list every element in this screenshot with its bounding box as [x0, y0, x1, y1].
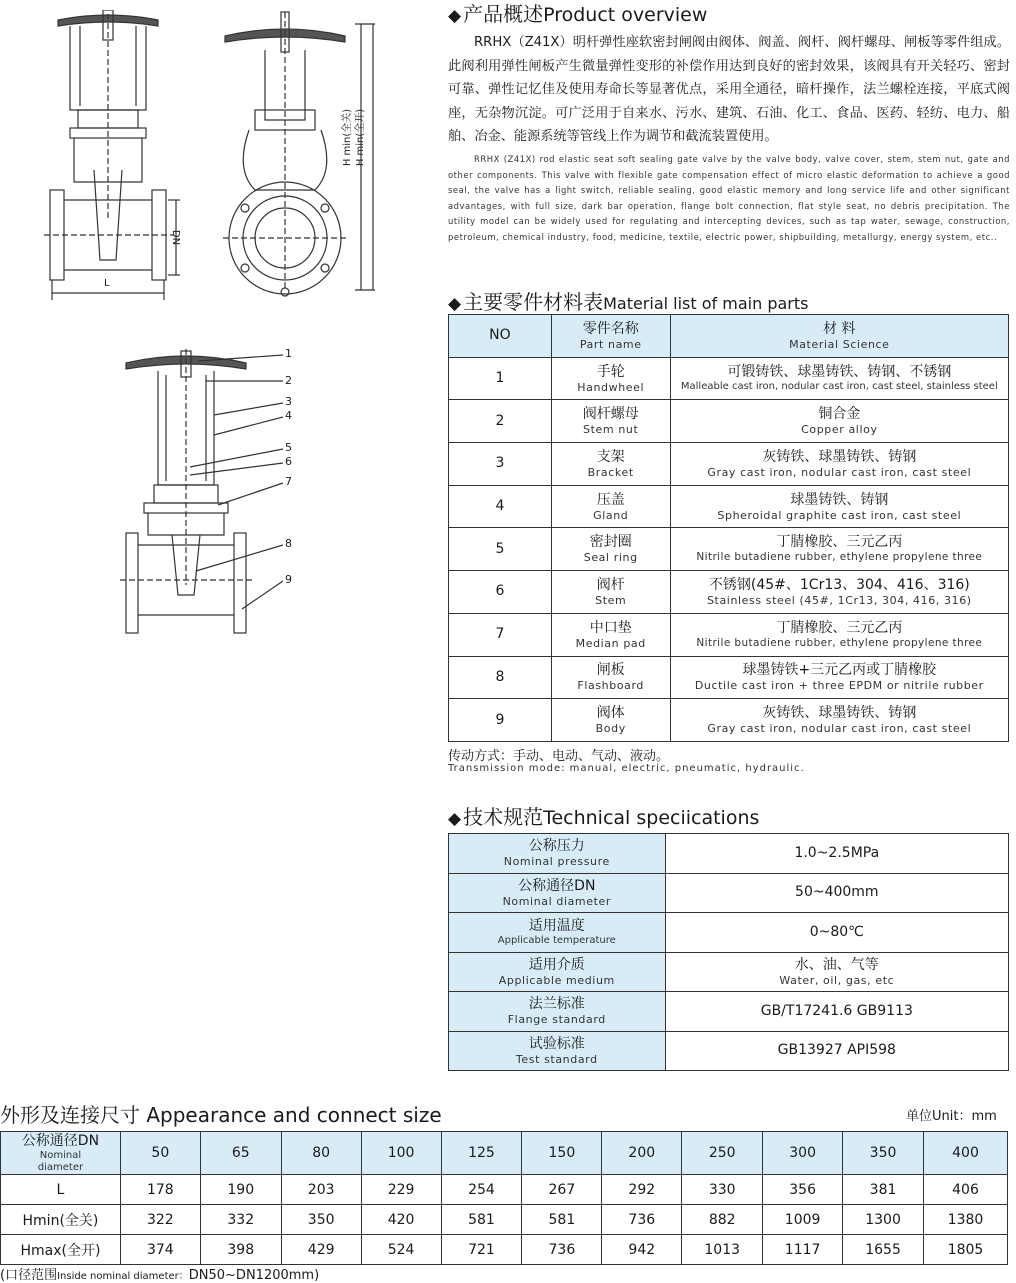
- dimensions-header-row: [1, 1132, 1008, 1175]
- dn-cell: 80: [281, 1132, 361, 1175]
- table-row: [1, 1205, 1008, 1235]
- value-cell: 721: [441, 1235, 522, 1265]
- row-part: 中口垫 Median pad: [551, 613, 670, 656]
- row-no: 5: [449, 528, 552, 571]
- parts-drawing: [118, 345, 298, 640]
- diameter-range-note: [0, 1264, 319, 1283]
- value-cell: 374: [120, 1235, 200, 1265]
- value-cell: 882: [682, 1205, 763, 1235]
- value-cell: 178: [120, 1175, 200, 1205]
- value-cell: 1380: [924, 1205, 1008, 1235]
- row-material: 球墨铸铁、铸钢 Spheroidal graphite cast iron, cast steel: [670, 485, 1008, 528]
- row-part: 阀杆螺母 Stem nut: [551, 400, 670, 443]
- technical-table: [448, 833, 1009, 1071]
- side-view-drawing: [215, 10, 385, 300]
- table-row: [449, 873, 1009, 913]
- value-cell: 330: [682, 1175, 763, 1205]
- spec-label: 适用介质 Applicable medium: [449, 952, 666, 992]
- row-material: 丁腈橡胶、三元乙丙 Nitrile butadiene rubber, ethylene propylene three: [670, 528, 1008, 571]
- front-view-drawing: [40, 10, 180, 300]
- value-cell: 398: [200, 1235, 281, 1265]
- callout-6: 6: [285, 455, 292, 468]
- table-row: [449, 992, 1009, 1032]
- callout-9: 9: [285, 573, 292, 586]
- row-material: 不锈钢(45#、1Cr13、304、416、316) Stainless steel (45#, 1Cr13, 304, 416, 316): [670, 571, 1008, 614]
- value-cell: 1117: [763, 1235, 843, 1265]
- dn-cell: 200: [602, 1132, 682, 1175]
- dn-cell: 400: [924, 1132, 1008, 1175]
- value-cell: 1300: [843, 1205, 924, 1235]
- dimensions-table: [0, 1131, 1008, 1265]
- spec-label: 公称压力 Nominal pressure: [449, 834, 666, 874]
- row-part: 密封圈 Seal ring: [551, 528, 670, 571]
- overview-title-en: Product overview: [543, 4, 708, 26]
- value-cell: 581: [522, 1205, 602, 1235]
- row-no: 4: [449, 485, 552, 528]
- table-row: [1, 1175, 1008, 1205]
- value-cell: 736: [522, 1235, 602, 1265]
- table-row: [449, 357, 1009, 400]
- dn-cell: 65: [200, 1132, 281, 1175]
- table-row: [449, 656, 1009, 699]
- row-no: 8: [449, 656, 552, 699]
- materials-header-row: [449, 315, 1009, 358]
- technical-title-en: Technical speciications: [543, 807, 760, 829]
- header-material: 材 料 Material Science: [670, 315, 1008, 358]
- spec-label: 公称通径DN Nominal diameter: [449, 873, 666, 913]
- value-cell: 1013: [682, 1235, 763, 1265]
- value-cell: 350: [281, 1205, 361, 1235]
- value-cell: 1655: [843, 1235, 924, 1265]
- spec-value: 50~400mm: [665, 873, 1008, 913]
- table-row: [449, 443, 1009, 486]
- table-row: [449, 913, 1009, 953]
- table-row: [449, 1031, 1009, 1071]
- overview-title: ◆ 产品概述Product overview: [448, 2, 708, 26]
- table-row: [449, 613, 1009, 656]
- row-material: 丁腈橡胶、三元乙丙 Nitrile butadiene rubber, ethylene propylene three: [670, 613, 1008, 656]
- spec-value: GB13927 API598: [665, 1031, 1008, 1071]
- row-no: 9: [449, 699, 552, 742]
- materials-title-en: Material list of main parts: [603, 294, 809, 313]
- technical-title-cn: 技术规范: [463, 805, 544, 829]
- table-row: [449, 485, 1009, 528]
- note-cn: (口径范围: [0, 1268, 58, 1283]
- technical-title: ◆ 技术规范Technical speciications: [448, 805, 760, 829]
- dn-cell: 250: [682, 1132, 763, 1175]
- table-row: [449, 699, 1009, 742]
- value-cell: 524: [361, 1235, 441, 1265]
- hmax-label: H min(全开): [355, 108, 367, 167]
- dn-cell: 150: [522, 1132, 602, 1175]
- dn-label: DN: [170, 229, 182, 246]
- row-part: 支架 Bracket: [551, 443, 670, 486]
- spec-value: 水、油、气等 Water, oil, gas, etc: [665, 952, 1008, 992]
- row-part: 阀杆 Stem: [551, 571, 670, 614]
- spec-value: 1.0~2.5MPa: [665, 834, 1008, 874]
- spec-label: 适用温度 Applicable temperature: [449, 913, 666, 953]
- value-cell: 292: [602, 1175, 682, 1205]
- row-part: 阀体 Body: [551, 699, 670, 742]
- value-cell: 332: [200, 1205, 281, 1235]
- spec-value: GB/T17241.6 GB9113: [665, 992, 1008, 1032]
- dn-cell: 300: [763, 1132, 843, 1175]
- callout-7: 7: [285, 475, 292, 488]
- callout-5: 5: [285, 441, 292, 454]
- value-cell: 1805: [924, 1235, 1008, 1265]
- row-no: 1: [449, 357, 552, 400]
- row-no: 7: [449, 613, 552, 656]
- row-part: 手轮 Handwheel: [551, 357, 670, 400]
- value-cell: 254: [441, 1175, 522, 1205]
- transmission-cn: 传动方式：手动、电动、气动、液动。: [448, 749, 670, 764]
- value-cell: 406: [924, 1175, 1008, 1205]
- row-part: 闸板 Flashboard: [551, 656, 670, 699]
- dimensions-title: 外形及连接尺寸 Appearance and connect size: [0, 1103, 442, 1127]
- hmin-label: H min(全关): [342, 108, 354, 167]
- row-no: 2: [449, 400, 552, 443]
- row-material: 灰铸铁、球墨铸铁、铸钢 Gray cast iron, nodular cast iron, cast steel: [670, 443, 1008, 486]
- callout-3: 3: [285, 395, 292, 408]
- overview-text-cn: RRHX（Z41X）明杆弹性座软密封闸阀由阀体、阀盖、阀杆、阀杆螺母、闸板等零件组成。此阀利用弹性闸板产生微量弹性变形的补偿作用达到良好的密封效果，该阀具有开关轻巧、密封可靠、弹性记忆佳及使用寿命长等显著优点，采用全通径，暗杆操作，法兰螺栓连接，平底式阀座，无杂物沉淀。可广泛用于自来水、污水、建筑、石油、化工、食品、医药、轻纺、电力、船舶、冶金、能源系统等管线上作为调节和截流装置使用。: [448, 35, 1010, 145]
- row-label: Hmin(全关): [1, 1205, 121, 1235]
- value-cell: 736: [602, 1205, 682, 1235]
- dn-cell: 50: [120, 1132, 200, 1175]
- l-label: L: [104, 278, 110, 289]
- spec-value: 0~80℃: [665, 913, 1008, 953]
- value-cell: 322: [120, 1205, 200, 1235]
- value-cell: 203: [281, 1175, 361, 1205]
- row-label: L: [1, 1175, 121, 1205]
- value-cell: 356: [763, 1175, 843, 1205]
- row-label: Hmax(全开): [1, 1235, 121, 1265]
- callout-2: 2: [285, 374, 292, 387]
- overview-text-en: RRHX (Z41X) rod elastic seat soft sealing gate valve by the valve body, valve cover, stem, stem nut, gate and other components. This valve with flexible gate compensation effect of micro elastic deformation to achieve a good seal, the valve has a light switch, reliable sealing, good elastic memory and long service life and other significant advantages, with full size, dark bar operation, flange bolt connection, flat style seat, no debris precipitation. The utility model can be widely used for regulating and intercepting devices, such as tap water, sewage, construction, petroleum, chemical industry, food, medicine, textile, electric power, shipbuilding, metallurgy, energy system, etc..: [448, 154, 1010, 242]
- row-part: 压盖 Gland: [551, 485, 670, 528]
- value-cell: 581: [441, 1205, 522, 1235]
- value-cell: 190: [200, 1175, 281, 1205]
- dn-header: 公称通径DN Nominal diameter: [1, 1132, 121, 1175]
- note-en: Inside nominal diameter：: [57, 1271, 189, 1282]
- table-row: [449, 400, 1009, 443]
- callout-4: 4: [285, 409, 292, 422]
- value-cell: 429: [281, 1235, 361, 1265]
- note-range: DN50~DN1200mm): [188, 1268, 320, 1283]
- unit-label: 单位Unit：mm: [906, 1109, 997, 1124]
- value-cell: 1009: [763, 1205, 843, 1235]
- spec-label: 试验标准 Test standard: [449, 1031, 666, 1071]
- table-row: [449, 571, 1009, 614]
- materials-table: [448, 314, 1009, 742]
- row-material: 铜合金 Copper alloy: [670, 400, 1008, 443]
- row-material: 球墨铸铁+三元乙丙或丁腈橡胶 Ductile cast iron + three EPDM or nitrile rubber: [670, 656, 1008, 699]
- callout-1: 1: [285, 347, 292, 360]
- spec-label: 法兰标准 Flange standard: [449, 992, 666, 1032]
- row-material: 灰铸铁、球墨铸铁、铸钢 Gray cast iron, nodular cast iron, cast steel: [670, 699, 1008, 742]
- table-row: [449, 834, 1009, 874]
- materials-title-cn: 主要零件材料表: [463, 290, 604, 314]
- dn-cell: 350: [843, 1132, 924, 1175]
- table-row: [1, 1235, 1008, 1265]
- materials-title: ◆ 主要零件材料表Material list of main parts: [448, 290, 809, 314]
- value-cell: 942: [602, 1235, 682, 1265]
- header-part: 零件名称 Part name: [551, 315, 670, 358]
- value-cell: 267: [522, 1175, 602, 1205]
- header-no: NO: [449, 315, 552, 358]
- row-material: 可锻铸铁、球墨铸铁、铸钢、不锈钢 Malleable cast iron, nodular cast iron, cast steel, stainless steel: [670, 357, 1008, 400]
- dn-cell: 100: [361, 1132, 441, 1175]
- row-no: 3: [449, 443, 552, 486]
- callout-8: 8: [285, 537, 292, 550]
- value-cell: 420: [361, 1205, 441, 1235]
- table-row: [449, 528, 1009, 571]
- dn-cell: 125: [441, 1132, 522, 1175]
- transmission-en: Transmission mode: manual, electric, pneumatic, hydraulic.: [448, 763, 805, 774]
- overview-title-cn: 产品概述: [463, 2, 544, 26]
- table-row: [449, 952, 1009, 992]
- value-cell: 381: [843, 1175, 924, 1205]
- row-no: 6: [449, 571, 552, 614]
- value-cell: 229: [361, 1175, 441, 1205]
